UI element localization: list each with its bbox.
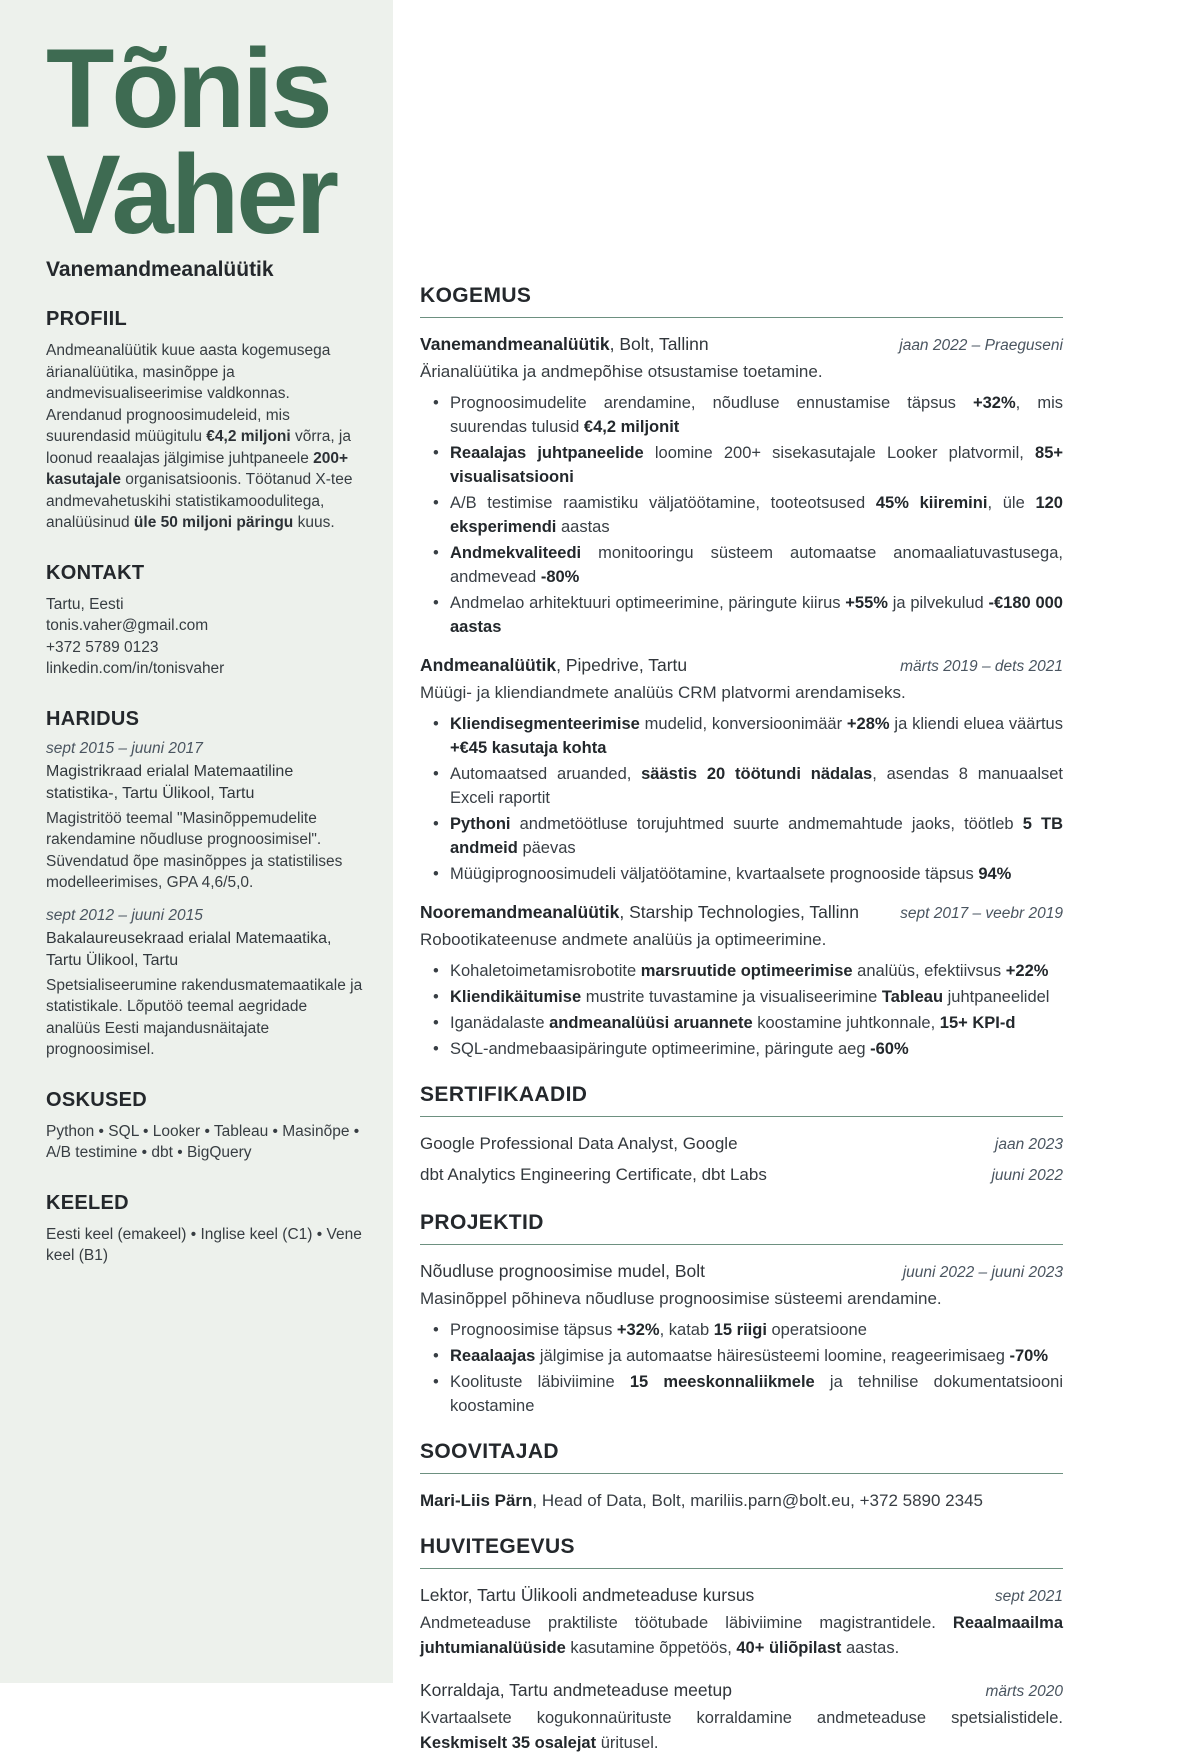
education-description: Magistritöö teemal "Masinõppemudelite rakendamine nõudluse prognoosimisel". Süvendatud õpe masinõppes ja statistilises modelleerimises, GPA 4,6/5,0. xyxy=(46,809,343,891)
certificate-row xyxy=(420,1162,1063,1189)
person-name-line1: Tõnis xyxy=(46,26,330,151)
languages-list: Eesti keel (emakeel) • Inglise keel (C1) • Vene keel (B1) xyxy=(46,1225,362,1264)
job-title-company: Nooremandmeanalüütik, Starship Technologies, Tallinn xyxy=(420,902,860,922)
project-header xyxy=(420,1259,1063,1284)
job-date-range: jaan 2022 – Praeguseni xyxy=(899,337,1063,354)
job-entry xyxy=(420,653,1063,886)
job-bullet: • Müügiprognoosimudeli väljatöötamine, kvartaalsete prognooside täpsus 94% xyxy=(433,862,1063,886)
experience-section xyxy=(420,284,1063,1061)
certificate-name: dbt Analytics Engineering Certificate, dbt Labs xyxy=(420,1165,767,1184)
person-name-line2: Vaher xyxy=(46,132,337,257)
contact-phone: +372 5789 0123 xyxy=(46,638,159,656)
person-name xyxy=(46,26,365,257)
activity-title: Lektor, Tartu Ülikooli andmeteaduse kursus xyxy=(420,1585,755,1605)
job-bullet: • Iganädalaste andmeanalüüsi aruannete koostamine juhtkonnale, 15+ KPI-d xyxy=(433,1011,1063,1035)
activity-entry xyxy=(420,1678,1063,1756)
project-bullet-list xyxy=(420,1318,1063,1418)
project-entry xyxy=(420,1259,1063,1418)
activities-section xyxy=(420,1535,1063,1756)
job-bullet: • Automaatsed aruanded, säästis 20 töötundi nädalas, asendas 8 manuaalset Exceli raportit xyxy=(433,762,1063,810)
projects-section xyxy=(420,1211,1063,1418)
job-date-range: sept 2017 – veebr 2019 xyxy=(900,905,1063,922)
experience-heading: KOGEMUS xyxy=(420,284,1063,318)
contact-linkedin: linkedin.com/in/tonisvaher xyxy=(46,660,225,677)
job-bullet: • Kohaletoimetamisrobotite marsruutide optimeerimise analüüs, efektiivsus +22% xyxy=(433,959,1063,983)
profile-section xyxy=(46,308,365,534)
project-title: Nõudluse prognoosimise mudel, Bolt xyxy=(420,1261,706,1281)
profile-text: Andmeanalüütik kuue aasta kogemusega ärianalüütika, masinõppe ja andmevisualiseerimise valdkonnas. Arendanud prognoosimudeleid, mis suurendasid müügitulu €4,2 miljoni võrra, ja loonud reaalajas jälgimise juhtpaneele 200+ kasutajale organisatsioonis. Töötanud X-tee andmevahetuskihi statistikamoodulitega, analüüsinud üle 50 miljoni päringu kuus. xyxy=(46,342,353,531)
project-bullet: • Koolituste läbiviimine 15 meeskonnaliikmele ja tehnilise dokumentatsiooni koostamine xyxy=(433,1370,1063,1418)
reference-person: Mari-Liis Pärn, Head of Data, Bolt, mariliis.parn@bolt.eu, +372 5890 2345 xyxy=(420,1491,983,1510)
certificate-date: jaan 2023 xyxy=(994,1136,1063,1153)
job-bullet: • Andmekvaliteedi monitooringu süsteem automaatse anomaaliatuvastusega, andmevead -80% xyxy=(433,541,1063,589)
job-bullet: • Kliendisegmenteerimise mudelid, konversioonimäär +28% ja kliendi eluea väärtus +€45 kasutaja kohta xyxy=(433,712,1063,760)
job-bullet-list xyxy=(420,391,1063,639)
activity-date: sept 2021 xyxy=(994,1588,1063,1605)
job-bullet-list xyxy=(420,959,1063,1061)
project-date-range: juuni 2022 – juuni 2023 xyxy=(902,1264,1063,1281)
job-header xyxy=(420,653,1063,678)
project-bullet: • Prognoosimise täpsus +32%, katab 15 riigi operatsioone xyxy=(433,1318,1063,1342)
education-section xyxy=(46,708,365,1061)
job-title-company: Vanemandmeanalüütik, Bolt, Tallinn xyxy=(420,334,709,354)
job-bullet: • Andmelao arhitektuuri optimeerimine, päringute kiirus +55% ja pilvekulud -€180 000 aastas xyxy=(433,591,1063,639)
skills-section xyxy=(46,1089,365,1164)
job-bullet: • Kliendikäitumise mustrite tuvastamine ja visualiseerimine Tableau juhtpaneelidel xyxy=(433,985,1063,1009)
certificate-date: juuni 2022 xyxy=(991,1167,1063,1184)
activity-title: Korraldaja, Tartu andmeteaduse meetup xyxy=(420,1680,732,1700)
skills-list: Python • SQL • Looker • Tableau • Masinõpe • A/B testimine • dbt • BigQuery xyxy=(46,1122,360,1161)
education-degree: Magistrikraad erialal Matemaatiline statistika-, Tartu Ülikool, Tartu xyxy=(46,762,294,802)
contact-section xyxy=(46,562,365,680)
projects-heading: PROJEKTID xyxy=(420,1211,1063,1245)
education-description: Spetsialiseerumine rakendusmatemaatikale ja statistikale. Lõputöö teemal aegridade analüüs Eesti majandusnäitajate prognoosimisel. xyxy=(46,976,363,1058)
contact-email: tonis.vaher@gmail.com xyxy=(46,617,209,634)
activity-date: märts 2020 xyxy=(985,1683,1063,1700)
job-bullet-list xyxy=(420,712,1063,886)
certificate-row xyxy=(420,1131,1063,1158)
activity-entry xyxy=(420,1583,1063,1661)
job-entry xyxy=(420,332,1063,639)
job-date-range: märts 2019 – dets 2021 xyxy=(900,658,1063,675)
references-section xyxy=(420,1440,1063,1513)
languages-section xyxy=(46,1192,365,1267)
contact-heading: KONTAKT xyxy=(46,561,145,584)
activity-header xyxy=(420,1678,1063,1703)
education-date: sept 2012 – juuni 2015 xyxy=(46,906,203,924)
certificate-name: Google Professional Data Analyst, Google xyxy=(420,1134,738,1153)
education-heading: HARIDUS xyxy=(46,707,140,730)
sidebar xyxy=(0,0,393,1683)
activity-description: Kvartaalsete kogukonnaürituste korraldamine andmeteaduse spetsialistidele. Keskmiselt 35 osalejat üritusel. xyxy=(420,1709,1063,1752)
project-bullet: • Reaalaajas jälgimise ja automaatse häiresüsteemi loomine, reageerimisaeg -70% xyxy=(433,1344,1063,1368)
education-degree: Bakalaureusekraad erialal Matemaatika, Tartu Ülikool, Tartu xyxy=(46,929,332,969)
certificates-section xyxy=(420,1083,1063,1189)
activity-description: Andmeteaduse praktiliste töötubade läbiviimine magistrantidele. Reaalmaailma juhtumianalüüside kasutamine õppetöös, 40+ üliõpilast aastas. xyxy=(420,1614,1063,1657)
activities-heading: HUVITEGEVUS xyxy=(420,1535,1063,1569)
job-bullet: • Reaalajas juhtpaneelide loomine 200+ sisekasutajale Looker platvormil, 85+ visualisatsiooni xyxy=(433,441,1063,489)
job-bullet: • SQL-andmebaasipäringute optimeerimine, päringute aeg -60% xyxy=(433,1037,1063,1061)
job-entry xyxy=(420,900,1063,1061)
job-bullet: • Prognoosimudelite arendamine, nõudluse ennustamise täpsus +32%, mis suurendas tulusid €4,2 miljonit xyxy=(433,391,1063,439)
profile-heading: PROFIIL xyxy=(46,308,127,330)
skills-heading: OSKUSED xyxy=(46,1088,148,1111)
person-job-title: Vanemandmeanalüütik xyxy=(46,258,274,281)
education-entry xyxy=(46,907,365,1061)
project-summary: Masinõppel põhineva nõudluse prognoosimise süsteemi arendamine. xyxy=(420,1289,942,1308)
job-summary: Müügi- ja kliendiandmete analüüs CRM platvormi arendamiseks. xyxy=(420,683,906,702)
job-bullet: • A/B testimise raamistiku väljatöötamine, tooteotsused 45% kiiremini, üle 120 eksperimendi aastas xyxy=(433,491,1063,539)
job-summary: Ärianalüütika ja andmepõhise otsustamise toetamine. xyxy=(420,362,823,381)
job-summary: Robootikateenuse andmete analüüs ja optimeerimine. xyxy=(420,930,827,949)
references-heading: SOOVITAJAD xyxy=(420,1440,1063,1474)
certificates-heading: SERTIFIKAADID xyxy=(420,1083,1063,1117)
job-header xyxy=(420,900,1063,925)
job-header xyxy=(420,332,1063,357)
main-column xyxy=(393,0,1190,1752)
activity-header xyxy=(420,1583,1063,1608)
languages-heading: KEELED xyxy=(46,1191,129,1214)
job-bullet: • Pythoni andmetöötluse torujuhtmed suurte andmemahtude jaoks, töötleb 5 TB andmeid päevas xyxy=(433,812,1063,860)
job-title-company: Andmeanalüütik, Pipedrive, Tartu xyxy=(420,655,688,675)
education-entry xyxy=(46,740,365,894)
contact-location: Tartu, Eesti xyxy=(46,595,124,613)
education-date: sept 2015 – juuni 2017 xyxy=(46,739,203,757)
